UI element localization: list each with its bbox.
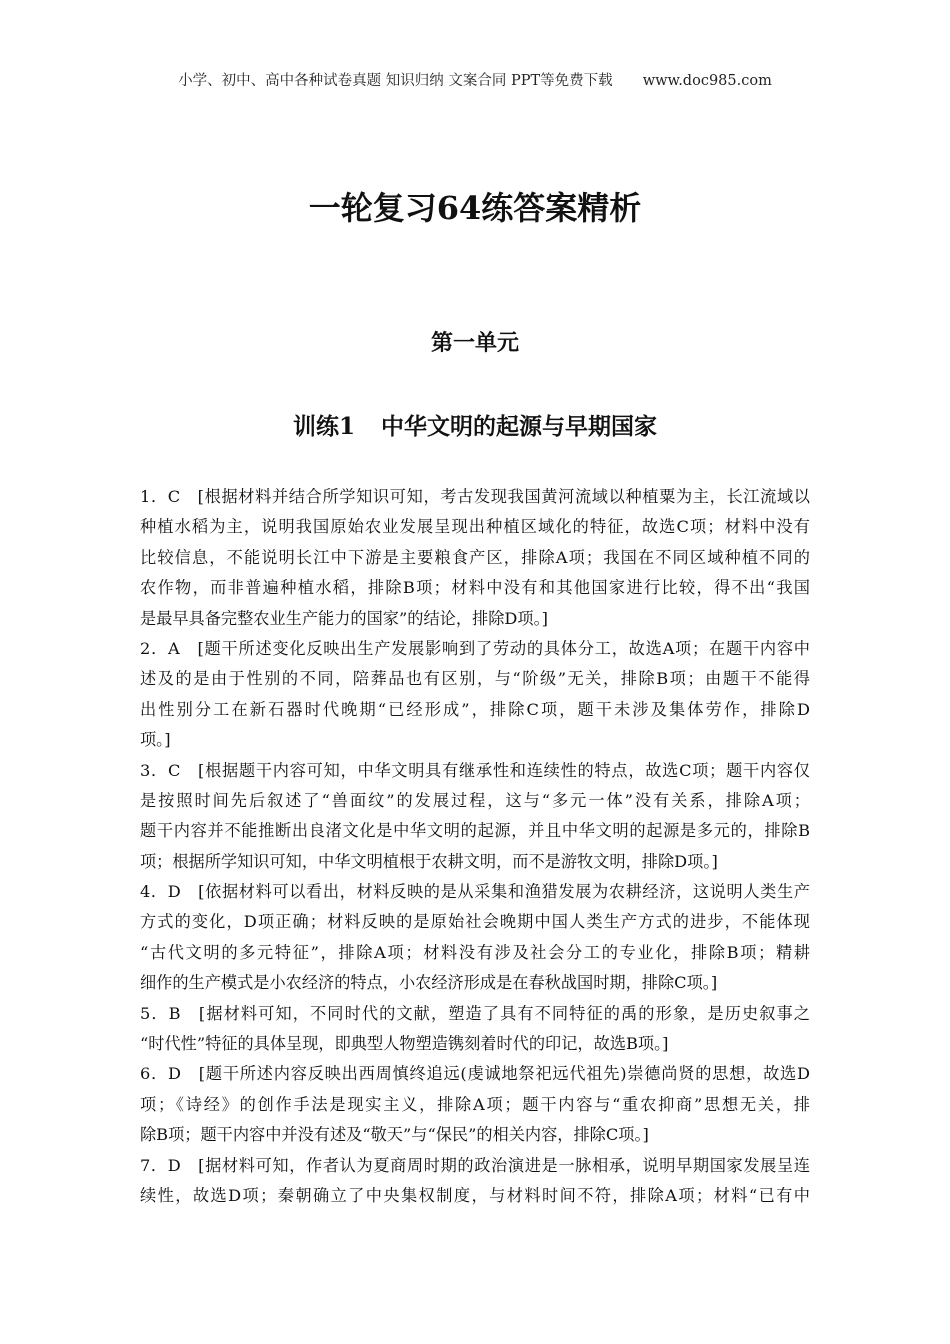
page-header (0, 69, 950, 90)
answer-line: 出性别分工在新石器时代晚期“已经形成”，排除C项，题干未涉及集体劳作，排除D (140, 699, 810, 719)
answer-line: 7．D [据材料可知，作者认为夏商周时期的政治演进是一脉相承，说明早期国家发展呈连 (140, 1155, 810, 1175)
answer-line: 6．D [题干所述内容反映出西周慎终追远(虔诚地祭祀远代祖先)崇德尚贤的思想，故选D (140, 1064, 810, 1084)
answer-line: 除B项；题干内容中并没有述及“敬天”与“保民”的相关内容，排除C项。] (140, 1125, 649, 1145)
answer-line: 3．C [根据题干内容可知，中华文明具有继承性和连续性的特点，故选C项；题干内容仅 (140, 760, 810, 780)
answer-line: 2．A [题干所述变化反映出生产发展影响到了劳动的具体分工，故选A项；在题干内容中 (140, 638, 810, 658)
answer-line: 农作物，而非普遍种植水稻，排除B项；材料中没有和其他国家进行比较，得不出“我国 (140, 578, 810, 598)
answer-line: 4．D [依据材料可以看出，材料反映的是从采集和渔猎发展为农耕经济，这说明人类生产 (140, 882, 810, 902)
header-text: 小学、初中、高中各种试卷真题 知识归纳 文案合同 PPT等免费下载 (178, 73, 613, 89)
header-url: www.doc985.com (642, 73, 772, 89)
answer-item (140, 756, 810, 878)
answer-line: 项。] (140, 730, 171, 750)
answer-item (140, 1059, 810, 1150)
unit-heading: 第一单元 (430, 330, 519, 356)
answer-line: 题干内容并不能推断出良渚文化是中华文明的起源，并且中华文明的起源是多元的，排除B (140, 821, 810, 841)
answer-item (140, 1151, 810, 1212)
answer-line: 是按照时间先后叙述了“兽面纹”的发展过程，这与“多元一体”没有关系，排除A项； (140, 790, 810, 810)
answer-line: 比较信息，不能说明长江中下游是主要粮食产区，排除A项；我国在不同区域种植不同的 (140, 547, 810, 567)
answer-item (140, 482, 810, 634)
answer-line: 述及的是由于性别的不同，陪葬品也有区别，与“阶级”无关，排除B项；由题干不能得 (140, 669, 810, 689)
answer-line: 1．C [根据材料并结合所学知识可知，考古发现我国黄河流域以种植粟为主，长江流域以 (140, 487, 810, 506)
lesson-number: 训练1 (292, 413, 355, 440)
answer-line: “古代文明的多元特征”，排除A项；材料没有涉及社会分工的专业化，排除B项；精耕 (140, 942, 810, 962)
lesson-heading (0, 408, 950, 441)
answer-line: 是最早具备完整农业生产能力的国家”的结论，排除D项。] (140, 608, 548, 628)
answer-line: 方式的变化，D项正确；材料反映的是原始社会晚期中国人类生产方式的进步，不能体现 (140, 912, 810, 932)
answer-item (140, 877, 810, 999)
lesson-name: 中华文明的起源与早期国家 (381, 413, 657, 440)
answer-line: 项；根据所学知识可知，中华文明植根于农耕文明，而不是游牧文明，排除D项。] (140, 851, 718, 871)
answer-line: 细作的生产模式是小农经济的特点，小农经济形成是在春秋战国时期，排除C项。] (140, 973, 718, 993)
answer-line: 种植水稻为主，说明我国原始农业发展呈现出种植区域化的特征，故选C项；材料中没有 (140, 517, 810, 537)
answer-line: 5．B [据材料可知，不同时代的文献，塑造了具有不同特征的禹的形象，是历史叙事之 (140, 1003, 810, 1023)
answer-line: 项；《诗经》的创作手法是现实主义，排除A项；题干内容与“重农抑商”思想无关，排 (140, 1094, 810, 1114)
answer-line: 续性，故选D项；秦朝确立了中央集权制度，与材料时间不符，排除A项；材料“已有中 (140, 1185, 810, 1205)
answer-list (140, 482, 810, 1211)
answer-item (140, 634, 810, 756)
answer-line: “时代性”特征的具体呈现，即典型人物塑造镌刻着时代的印记，故选B项。] (140, 1034, 669, 1054)
document-title: 一轮复习64练答案精析 (308, 189, 642, 227)
answer-item (140, 999, 810, 1060)
